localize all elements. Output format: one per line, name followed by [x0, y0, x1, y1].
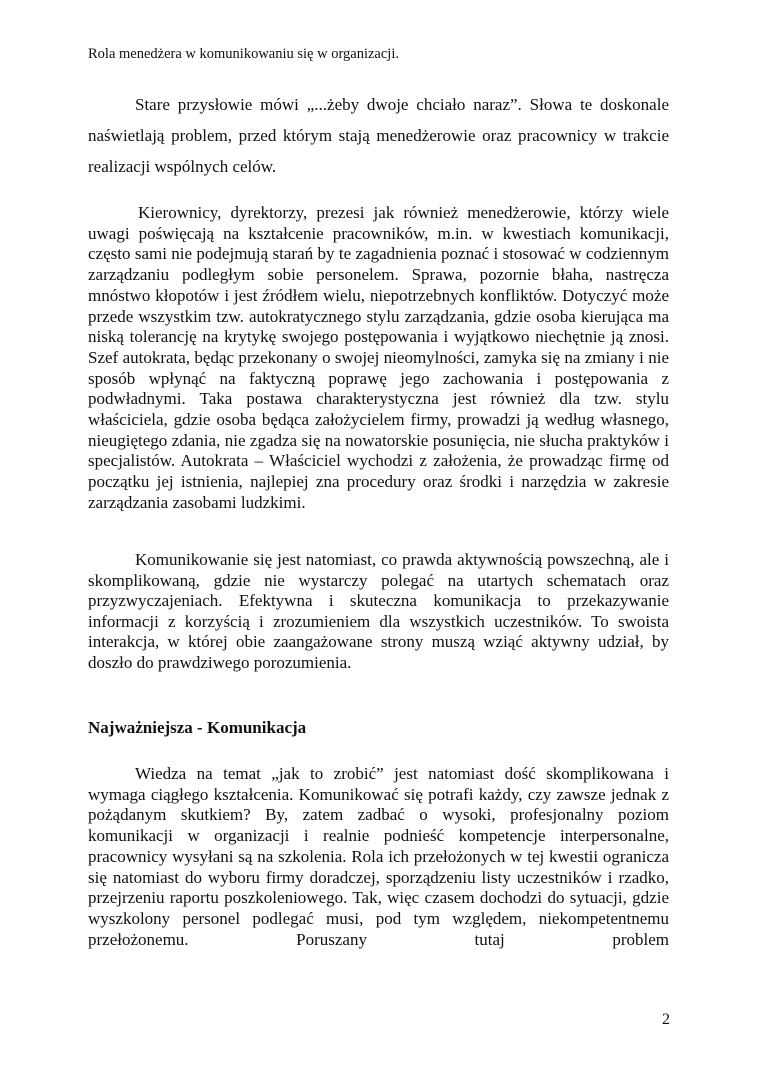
running-header: Rola menedżera w komunikowaniu się w organizacji.	[88, 46, 399, 62]
section-heading: Najważniejsza - Komunikacja	[88, 718, 307, 737]
paragraph-section-body: Wiedza na temat „jak to zrobić” jest natomiast dość skomplikowana i wymaga ciągłego kształcenia. Komunikować się potrafi każdy, czy zawsze jednak z pożądanym skutkiem? By, zatem zadbać o wysoki, profesjonalny poziom komunikacji w organizacji i realnie podnieść kompetencje interpersonalne, pracownicy wysyłani są na szkolenia. Rola ich przełożonych w tej kwestii ogranicza się natomiast do wyboru firmy doradczej, sporządzeniu listy uczestników i rzadko, przejrzeniu raportu poszkoleniowego. Tak, więc czasem dochodzi do sytuacji, gdzie wyszkolony personel podlegać musi, pod tym względem, niekompetentnemu przełożonemu. Poruszany tutaj problem	[88, 764, 669, 949]
paragraph-intro: Stare przysłowie mówi „...żeby dwoje chciało naraz”. Słowa te doskonale naświetlają problem, przed którym stają menedżerowie oraz pracownicy w trakcie realizacji wspólnych celów.	[88, 95, 669, 176]
paragraph-autocratic-style: Kierownicy, dyrektorzy, prezesi jak również menedżerowie, którzy wiele uwagi poświęcają na kształcenie pracowników, m.in. w kwestiach komunikacji, często sami nie podejmują starań by te zagadnienia poznać i stosować w codziennym zarządzaniu podległym sobie personelem. Sprawa, pozornie błaha, nastręcza mnóstwo kłopotów i jest źródłem wielu, niepotrzebnych konfliktów. Dotyczyć może przede wszystkim tzw. autokratycznego stylu zarządzania, gdzie osoba kierująca ma niską tolerancję na krytykę swojego postępowania i wyjątkowo niechętnie ją znosi. Szef autokrata, będąc przekonany o swojej nieomylności, zamyka się na zmiany i nie sposób wpłynąć na faktyczną poprawę jego zachowania i postępowania z podwładnymi. Taka postawa charakterystyczna jest również dla tzw. stylu właściciela, gdzie osoba będąca założycielem firmy, prowadzi ją według własnego, nieugiętego zdania, nie zgadza się na nowatorskie posunięcia, nie słucha praktyków i specjalistów. Autokrata – Właściciel wychodzi z założenia, że prowadząc firmę od początku jej istnienia, najlepiej zna procedury oraz środki i narzędzia w zakresie zarządzania zasobami ludzkimi.	[88, 203, 669, 512]
page-number: 2	[662, 1011, 670, 1028]
paragraph-communication: Komunikowanie się jest natomiast, co prawda aktywnością powszechną, ale i skomplikowaną, gdzie nie wystarczy polegać na utartych schematach oraz przyzwyczajeniach. Efektywna i skuteczna komunikacja to przekazywanie informacji z korzyścią i zrozumieniem dla wszystkich uczestników. To swoista interakcja, w której obie zaangażowane strony muszą wziąć aktywny udział, by doszło do prawdziwego porozumienia.	[88, 550, 669, 672]
